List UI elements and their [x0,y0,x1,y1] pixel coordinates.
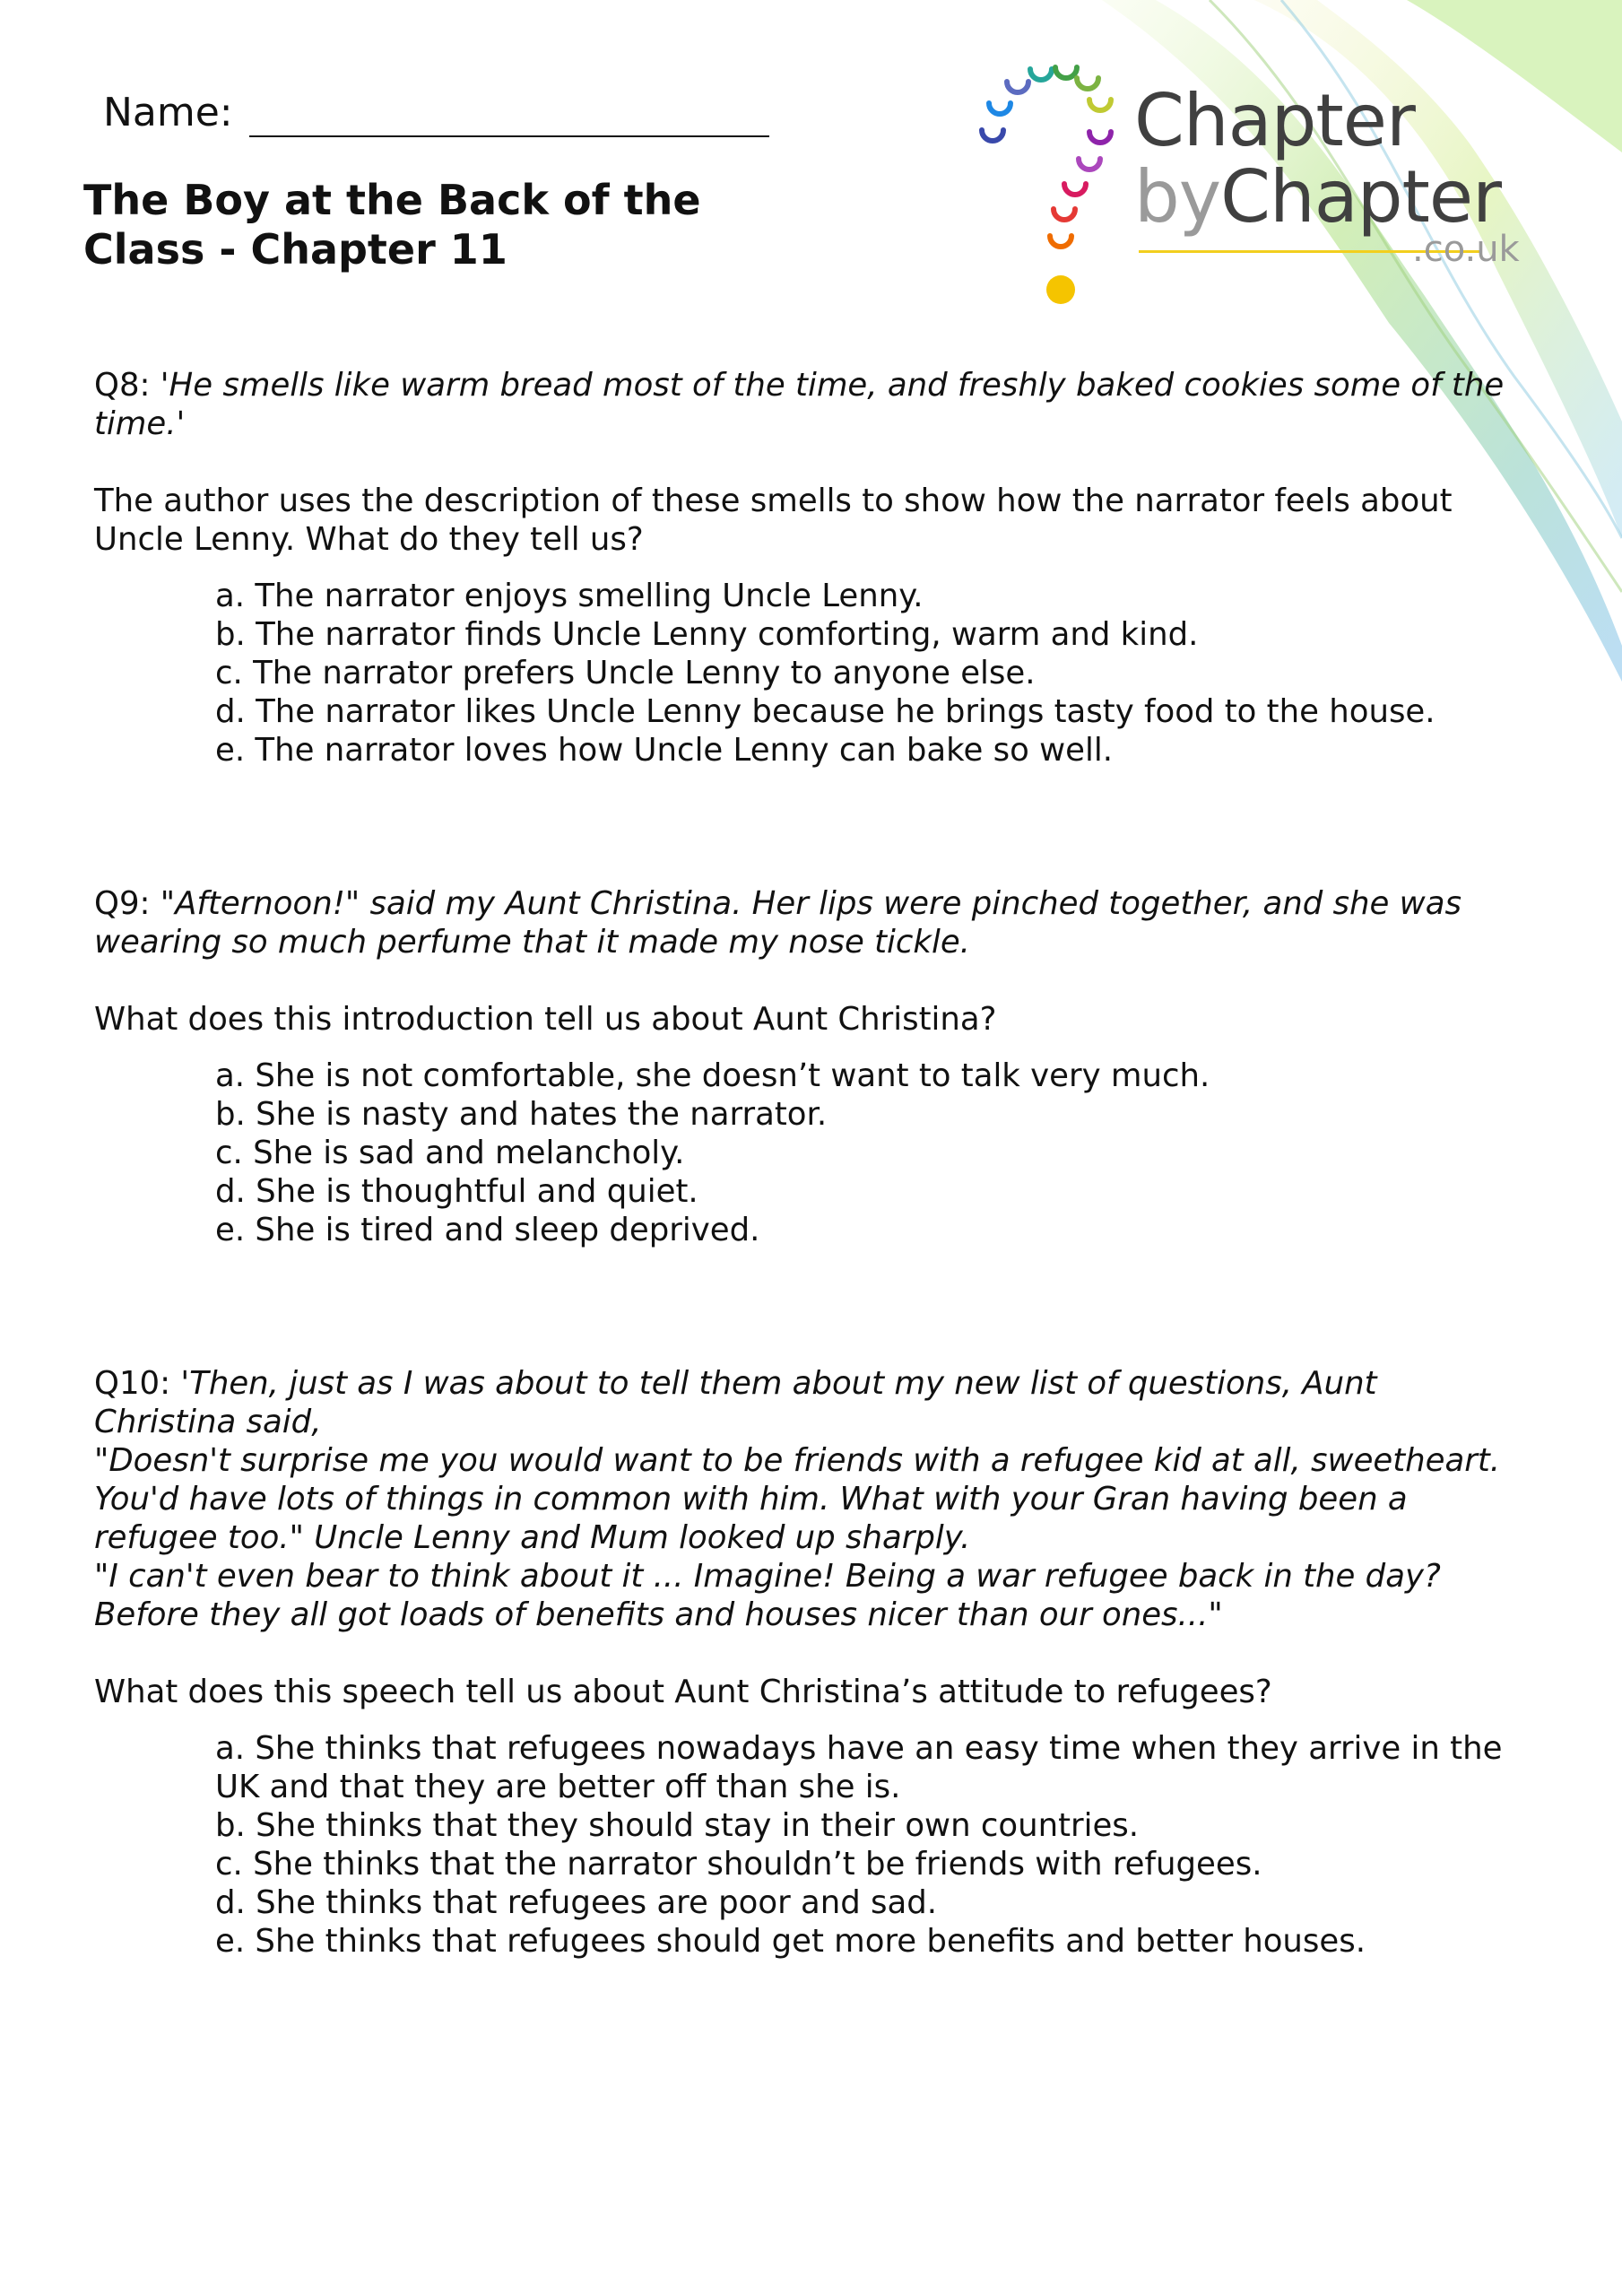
question-quote [94,366,1529,443]
name-write-line[interactable] [249,96,769,137]
question-q8 [94,366,1529,770]
name-field-row [103,90,769,137]
answer-option: b. She is nasty and hates the narrator. [215,1096,828,1133]
quote-text: 'He smells like warm bread most of the time, and freshly baked cookies some of the time.' [94,367,1505,442]
answer-options [94,577,1529,770]
answer-option: b. She thinks that they should stay in their own countries. [215,1807,1140,1844]
answer-option: d. She thinks that refugees are poor and sad. [215,1884,938,1921]
quote-text: 'Then, just as I was about to tell them about my new list of questions, Aunt Christina said, [94,1365,1377,1440]
question-label: Q9: [94,885,151,922]
question-q9 [94,884,1529,1249]
answer-option: d. The narrator likes Uncle Lenny because he brings tasty food to the house. [215,693,1436,730]
logo-wordmark-line1: Chapter [1134,79,1415,162]
logo-wordmark-by: by [1134,155,1221,239]
question-quote [94,1364,1529,1441]
answer-option: e. The narrator loves how Uncle Lenny can bake so well. [215,732,1113,769]
answer-option: c. The narrator prefers Uncle Lenny to anyone else. [215,655,1036,691]
question-prompt: What does this introduction tell us about Aunt Christina? [94,1001,997,1038]
answer-option: b. The narrator finds Uncle Lenny comforting, warm and kind. [215,616,1199,653]
answer-option: c. She is sad and melancholy. [215,1135,685,1171]
answer-option: e. She is tired and sleep deprived. [215,1212,760,1248]
answer-option: a. She is not comfortable, she doesn’t want to talk very much. [215,1057,1210,1094]
answer-option: c. She thinks that the narrator shouldn’t be friends with refugees. [215,1846,1262,1883]
name-label: Name: [103,90,233,135]
spacer [94,1249,1529,1364]
question-label: Q8: [94,367,151,404]
question-label: Q10: [94,1365,171,1402]
question-quote [94,884,1529,961]
answer-option: e. She thinks that refugees should get more benefits and better houses. [215,1923,1366,1960]
logo-domain: .co.uk [1412,229,1520,270]
question-q10 [94,1364,1529,1961]
quote-text: "Doesn't surprise me you would want to be friends with a refugee kid at all, sweetheart. You'd have lots of things in common with him. What with your Gran having been a refugee too." Uncle Lenny and Mum looked up sharply. [94,1442,1501,1556]
answer-options [94,1057,1529,1249]
answer-option: a. She thinks that refugees nowadays have an easy time when they arrive in the UK and that they are better off than she is. [215,1730,1503,1805]
quote-text: "I can't even bear to think about it ... Imagine! Being a war refugee back in the day? Before they all got loads of benefits and houses nicer than our ones..." [94,1558,1441,1633]
answer-options [94,1729,1529,1961]
logo-wordmark-line2 [1134,155,1501,239]
spacer [94,770,1529,884]
quote-text: "Afternoon!" said my Aunt Christina. Her lips were pinched together, and she was wearing so much perfume that it made my nose tickle. [94,885,1462,961]
answer-option: d. She is thoughtful and quiet. [215,1173,698,1210]
chapter-by-chapter-logo [964,49,1609,318]
questions-section [94,366,1529,1961]
question-mark-book-arc-icon [964,49,1143,318]
logo-wordmark-chapter: Chapter [1220,155,1501,239]
question-prompt: The author uses the description of these smells to show how the narrator feels about Uncle Lenny. What do they tell us? [94,483,1453,558]
answer-option: a. The narrator enjoys smelling Uncle Lenny. [215,578,924,614]
question-prompt: What does this speech tell us about Aunt Christina’s attitude to refugees? [94,1674,1272,1710]
worksheet-title: The Boy at the Back of the Class - Chapter 11 [83,176,701,274]
